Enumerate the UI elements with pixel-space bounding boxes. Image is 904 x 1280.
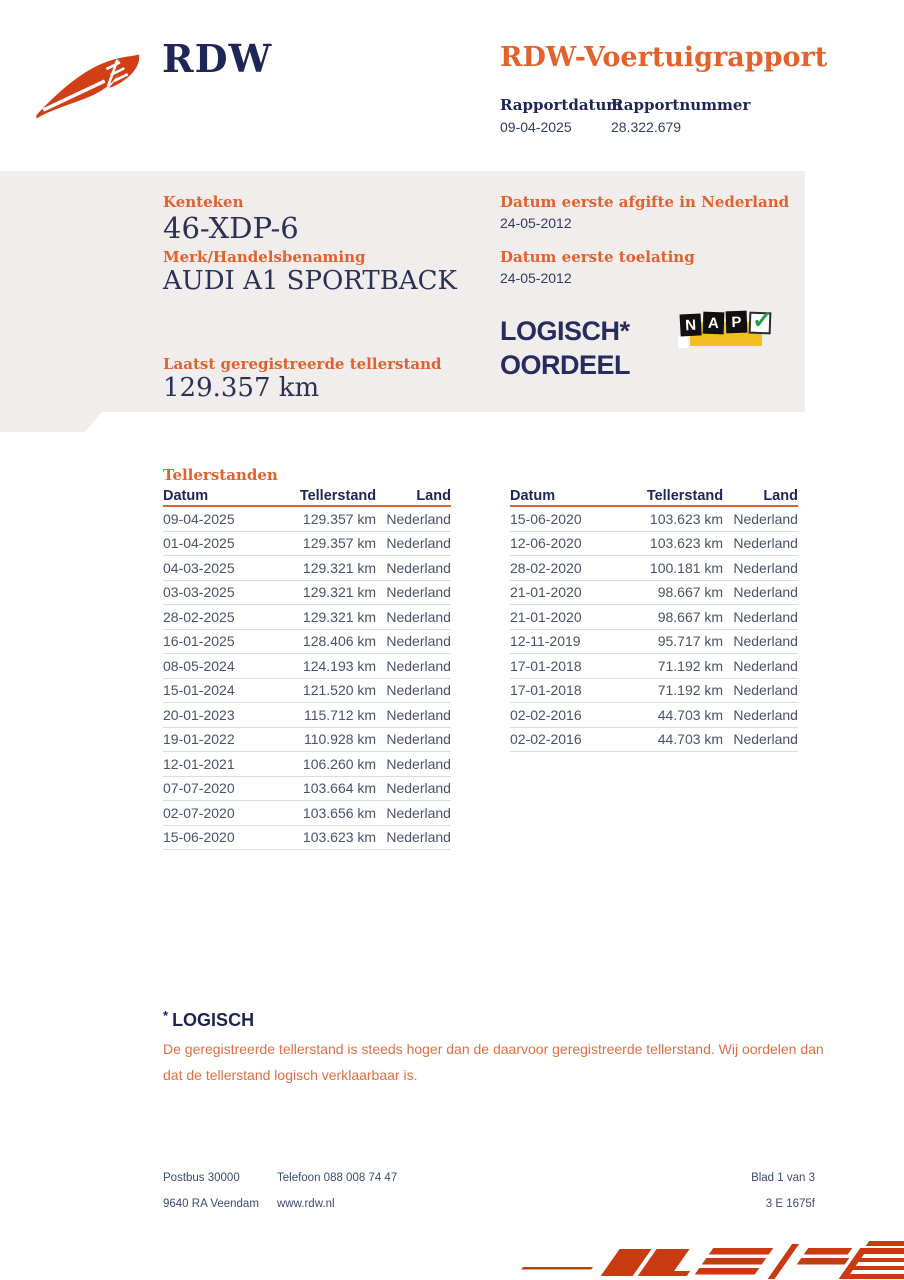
cell-datum: 02-07-2020 <box>163 804 235 821</box>
table-header-row <box>163 487 451 507</box>
cell-land: Nederland <box>733 731 798 748</box>
cell-land: Nederland <box>386 829 451 846</box>
cell-datum: 28-02-2020 <box>510 559 582 576</box>
cell-tellerstand: 100.181 km <box>649 559 724 576</box>
table-row <box>163 630 451 655</box>
cell-tellerstand: 124.193 km <box>302 657 377 674</box>
cell-datum: 15-01-2024 <box>163 682 235 699</box>
cell-land: Nederland <box>386 608 451 625</box>
cell-tellerstand: 128.406 km <box>302 633 377 650</box>
table-row <box>163 679 451 704</box>
checkmark-icon: ✓ <box>751 306 773 335</box>
cell-datum: 04-03-2025 <box>163 559 235 576</box>
nap-letter-tile: P <box>726 311 748 334</box>
column-header: Land <box>763 488 798 504</box>
cell-land: Nederland <box>386 755 451 772</box>
toelating-value: 24-05-2012 <box>500 270 572 286</box>
cell-datum: 15-06-2020 <box>163 829 235 846</box>
rdw-wordmark: RDW <box>162 36 273 81</box>
column-header: Tellerstand <box>299 488 377 504</box>
table-row <box>510 532 798 557</box>
oordeel-text <box>500 314 630 382</box>
cell-tellerstand: 71.192 km <box>657 657 724 674</box>
cell-land: Nederland <box>386 731 451 748</box>
cell-datum: 08-05-2024 <box>163 657 235 674</box>
cell-datum: 01-04-2025 <box>163 535 235 552</box>
footer-doc-code: 3 E 1675f <box>765 1198 815 1210</box>
report-date-value: 09-04-2025 <box>500 119 572 135</box>
table-header-row <box>510 487 798 507</box>
tellerstanden-table-left <box>163 487 451 850</box>
cell-tellerstand: 103.623 km <box>649 510 724 527</box>
cell-land: Nederland <box>386 706 451 723</box>
table-row <box>510 703 798 728</box>
report-number-value: 28.322.679 <box>611 119 682 135</box>
cell-land: Nederland <box>733 682 798 699</box>
tellerstand-label: Laatst geregistreerde tellerstand <box>163 355 442 373</box>
cell-tellerstand: 129.357 km <box>302 535 377 552</box>
cell-datum: 12-06-2020 <box>510 535 582 552</box>
table-row <box>510 605 798 630</box>
cell-land: Nederland <box>733 535 798 552</box>
cell-land: Nederland <box>386 535 451 552</box>
toelating-label: Datum eerste toelating <box>500 248 695 266</box>
table-row <box>510 556 798 581</box>
tellerstanden-table-right <box>510 487 798 752</box>
footer-page-indicator: Blad 1 van 3 <box>751 1172 815 1184</box>
oordeel-line1: LOGISCH* <box>500 316 630 346</box>
kenteken-label: Kenteken <box>163 193 244 211</box>
table-row <box>163 581 451 606</box>
cell-datum: 20-01-2023 <box>163 706 235 723</box>
rdw-feather-logo-icon <box>33 50 161 124</box>
table-row <box>163 728 451 753</box>
logisch-heading-text: LOGISCH <box>172 1010 255 1030</box>
cell-datum: 12-01-2021 <box>163 755 235 772</box>
table-row <box>163 654 451 679</box>
cell-datum: 02-02-2016 <box>510 731 582 748</box>
cell-tellerstand: 115.712 km <box>303 706 377 723</box>
cell-tellerstand: 71.192 km <box>657 682 724 699</box>
cell-land: Nederland <box>386 633 451 650</box>
column-header: Datum <box>510 488 556 504</box>
footer-deco-graphic <box>516 1237 904 1280</box>
cell-datum: 03-03-2025 <box>163 584 235 601</box>
cell-datum: 21-01-2020 <box>510 608 582 625</box>
tellerstand-value: 129.357 km <box>163 373 320 403</box>
cell-datum: 16-01-2025 <box>163 633 235 650</box>
merk-value: AUDI A1 SPORTBACK <box>163 266 457 296</box>
nap-white-square <box>678 336 688 348</box>
table-row <box>163 532 451 557</box>
cell-tellerstand: 129.321 km <box>302 584 377 601</box>
cell-land: Nederland <box>733 706 798 723</box>
table-row <box>163 703 451 728</box>
cell-datum: 21-01-2020 <box>510 584 582 601</box>
afgifte-value: 24-05-2012 <box>500 215 572 231</box>
table-row <box>510 507 798 532</box>
cell-datum: 09-04-2025 <box>163 510 235 527</box>
merk-label: Merk/Handelsbenaming <box>163 248 366 266</box>
cell-tellerstand: 103.664 km <box>302 780 377 797</box>
cell-tellerstand: 110.928 km <box>303 731 377 748</box>
cell-datum: 17-01-2018 <box>510 682 582 699</box>
cell-land: Nederland <box>386 584 451 601</box>
cell-land: Nederland <box>386 682 451 699</box>
cell-tellerstand: 98.667 km <box>657 584 724 601</box>
cell-tellerstand: 44.703 km <box>657 731 724 748</box>
cell-datum: 07-07-2020 <box>163 780 235 797</box>
cell-datum: 28-02-2025 <box>163 608 235 625</box>
logisch-explanation: De geregistreerde tellerstand is steeds hoger dan de daarvoor geregistreerde tellerstand. Wij oordelen dan dat de tellerstand logisch verklaarbaar is. <box>163 1041 824 1083</box>
logisch-heading <box>163 1008 254 1031</box>
table-row <box>510 581 798 606</box>
cell-land: Nederland <box>733 510 798 527</box>
table-row <box>163 777 451 802</box>
table-row <box>163 556 451 581</box>
asterisk: * <box>163 1008 169 1023</box>
cell-land: Nederland <box>386 804 451 821</box>
cell-datum: 15-06-2020 <box>510 510 582 527</box>
table-row <box>163 801 451 826</box>
column-header: Tellerstand <box>646 488 724 504</box>
kenteken-value: 46-XDP-6 <box>163 211 299 245</box>
table-row <box>163 826 451 851</box>
footer-phone: Telefoon 088 008 74 47 <box>277 1172 398 1184</box>
table-row <box>163 752 451 777</box>
table-row <box>510 679 798 704</box>
table-row <box>510 654 798 679</box>
cell-tellerstand: 129.321 km <box>302 559 377 576</box>
nap-logo <box>678 306 773 352</box>
cell-datum: 17-01-2018 <box>510 657 582 674</box>
report-number-label: Rapportnummer <box>611 96 751 114</box>
nap-letter-tile: A <box>703 312 725 335</box>
cell-land: Nederland <box>733 633 798 650</box>
cell-tellerstand: 129.321 km <box>302 608 377 625</box>
afgifte-label: Datum eerste afgifte in Nederland <box>500 193 790 211</box>
nap-checkbox <box>749 306 773 335</box>
nap-letter-tile: N <box>680 313 702 336</box>
cell-land: Nederland <box>386 510 451 527</box>
cell-tellerstand: 121.520 km <box>302 682 377 699</box>
cell-tellerstand: 103.623 km <box>649 535 724 552</box>
cell-datum: 02-02-2016 <box>510 706 582 723</box>
cell-tellerstand: 103.656 km <box>302 804 377 821</box>
cell-tellerstand: 106.260 km <box>302 755 377 772</box>
cell-tellerstand: 103.623 km <box>302 829 377 846</box>
column-header: Datum <box>163 488 209 504</box>
footer-address-line2: 9640 RA Veendam <box>163 1198 259 1210</box>
table-row <box>163 507 451 532</box>
cell-land: Nederland <box>386 780 451 797</box>
table-row <box>510 728 798 753</box>
column-header: Land <box>416 488 451 504</box>
cell-datum: 19-01-2022 <box>163 731 235 748</box>
cell-tellerstand: 44.703 km <box>657 706 724 723</box>
oordeel-line2: OORDEEL <box>500 350 631 380</box>
cell-land: Nederland <box>733 584 798 601</box>
cell-land: Nederland <box>733 657 798 674</box>
cell-land: Nederland <box>733 559 798 576</box>
cell-tellerstand: 129.357 km <box>302 510 377 527</box>
tellerstanden-heading: Tellerstanden <box>163 466 278 484</box>
cell-tellerstand: 98.667 km <box>657 608 724 625</box>
cell-tellerstand: 95.717 km <box>657 633 724 650</box>
cell-datum: 12-11-2019 <box>510 633 581 650</box>
cell-land: Nederland <box>386 657 451 674</box>
footer-website: www.rdw.nl <box>277 1198 335 1210</box>
cell-land: Nederland <box>733 608 798 625</box>
report-date-label: Rapportdatum <box>500 96 623 114</box>
page-title: RDW-Voertuigrapport <box>500 42 828 73</box>
footer-address-line1: Postbus 30000 <box>163 1172 240 1184</box>
cell-land: Nederland <box>386 559 451 576</box>
table-row <box>510 630 798 655</box>
table-row <box>163 605 451 630</box>
